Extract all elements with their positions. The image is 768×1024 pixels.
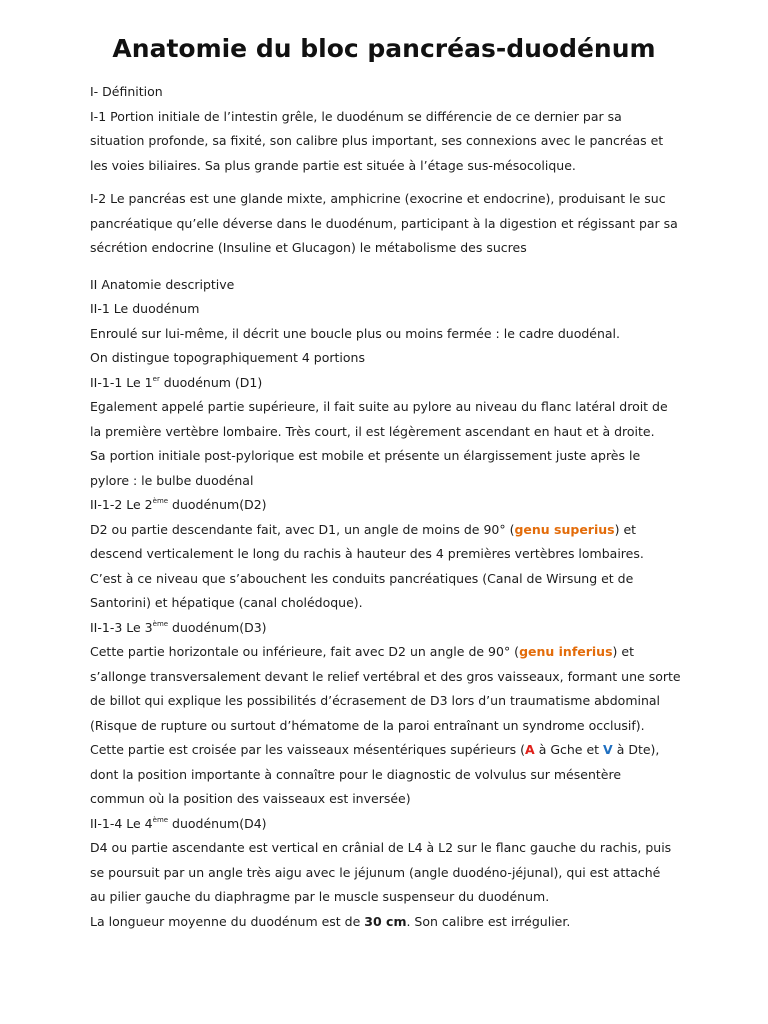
heading-d2: II-1-2 Le 2ème duodénum(D2) [90,497,267,512]
text-line: les voies biliaires. Sa plus grande partie est située à l’étage sus-mésocolique. [90,157,576,173]
text-line: (Risque de rupture ou surtout d’hématome de la paroi entraînant un syndrome occlusif). [90,717,645,733]
page-title: Anatomie du bloc pancréas-duodénum [112,34,656,63]
text-line: s’allonge transversalement devant le relief vertébral et des gros vaisseaux, formant une sorte [90,668,681,684]
text-line: dont la position importante à connaître pour le diagnostic de volvulus sur mésentère [90,766,622,782]
genu-superius-term: genu superius [514,521,615,537]
text-line: la première vertèbre lombaire. Très court, il est légèrement ascendant en haut et à droite. [90,423,655,439]
heading-anatomie-descriptive: II Anatomie descriptive [90,276,235,292]
text-line: D2 ou partie descendante fait, avec D1, un angle de moins de 90° (genu superius) et [90,521,637,537]
text-line: I-2 Le pancréas est une glande mixte, amphicrine (exocrine et endocrine), produisant le suc [90,191,666,206]
vein-letter: V [603,742,613,757]
heading-definition: I- Définition [90,84,163,99]
text-line: Sa portion initiale post-pylorique est mobile et présente un élargissement juste après le [90,448,641,463]
text-line: La longueur moyenne du duodénum est de 30 cm. Son calibre est irrégulier. [90,913,571,929]
text-line: pylore : le bulbe duodénal [90,472,254,488]
artery-letter: A [525,742,535,757]
heading-duodenum: II-1 Le duodénum [90,301,200,316]
text-line: On distingue topographiquement 4 portions [90,350,365,365]
text-line: sécrétion endocrine (Insuline et Glucagon) le métabolisme des sucres [90,240,527,255]
heading-d3: II-1-3 Le 3ème duodénum(D3) [90,619,267,635]
text-line: descend verticalement le long du rachis à hauteur des 4 premières vertèbres lombaires. [90,546,644,561]
text-line: de billot qui explique les possibilités d’écrasement de D3 lors d’un traumatisme abdominal [90,693,661,708]
text-line: D4 ou partie ascendante est vertical en crânial de L4 à L2 sur le flanc gauche du rachis, puis [90,840,672,855]
text-line: au pilier gauche du diaphragme par le muscle suspenseur du duodénum. [90,889,550,904]
heading-d4: II-1-4 Le 4ème duodénum(D4) [90,815,267,831]
text-line: Enroulé sur lui-même, il décrit une boucle plus ou moins fermée : le cadre duodénal. [90,325,621,341]
text-line: C’est à ce niveau que s’abouchent les conduits pancréatiques (Canal de Wirsung et de [90,570,634,586]
heading-d1: II-1-1 Le 1er duodénum (D1) [90,374,263,390]
text-line: Santorini) et hépatique (canal cholédoque). [90,595,363,610]
text-line: commun où la position des vaisseaux est inversée) [90,791,411,806]
text-line: pancréatique qu’elle déverse dans le duodénum, participant à la digestion et régissant par sa [90,215,678,231]
length-value: 30 cm [364,913,407,929]
text-line: Egalement appelé partie supérieure, il fait suite au pylore au niveau du flanc latéral droit de [90,399,668,414]
document-body [90,80,700,934]
text-line: se poursuit par un angle très aigu avec le jéjunum (angle duodéno-jéjunal), qui est attaché [90,864,661,880]
text-line: I-1 Portion initiale de l’intestin grêle, le duodénum se différencie de ce dernier par sa [90,108,622,124]
genu-inferius-term: genu inferius [519,644,613,659]
text-line: situation profonde, sa fixité, son calibre plus important, ses connexions avec le pancréas et [90,133,664,148]
text-line: Cette partie horizontale ou inférieure, fait avec D2 un angle de 90° (genu inferius) et [90,644,634,659]
text-line: Cette partie est croisée par les vaisseaux mésentériques supérieurs (A à Gche et V à Dte), [90,742,660,757]
